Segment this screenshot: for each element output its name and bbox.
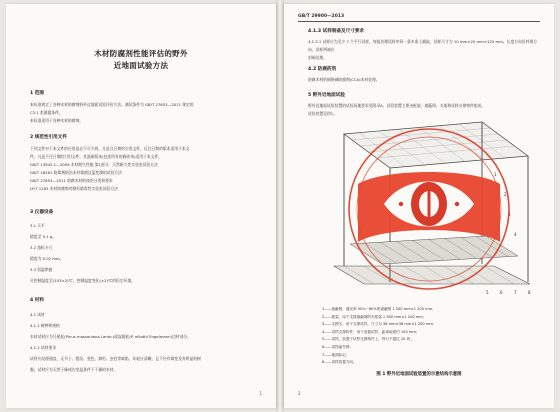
section-4-2-heading: 4.2 防腐药剂 [308,67,337,72]
book-gutter [276,0,284,412]
legend-item: 8——试样放置方向。 [322,360,357,365]
text-line: 试材应纹理通直，无节子、裂纹、变色、腐朽、虫蛀等缺陷，年轮应清晰，且不应有霉变及有明显的树 [30,356,201,361]
text-line: 封端处理。 [308,55,327,60]
section-4-1-3-heading: 4.1.3 试样制备及尺寸要求 [308,29,365,34]
text-line: GB/T 18261 防霉剂防治木材霉菌及蓝变菌的试验方法 [30,170,122,175]
text-line: 精度至 0.1 g。 [30,234,57,239]
text-line: 本标准规定了各种木材防腐剂野外近地面试验评价方法。测试条件为 GB/T 27653—2011 规定的 [30,102,194,107]
section-1-body [30,101,260,125]
text-line: 木材试材应为马尾松(Pinus massoniana Lamb.)或湿地松(P. elliottii Engelmann)边材部分。 [30,334,191,339]
text-line: 4.1.2 试材要求 [30,345,57,350]
header-rule [298,21,540,22]
text-line: 4.1 试材 [30,312,45,317]
right-page [284,4,554,408]
text-line: 3.3 恒温烘箱 [30,267,53,272]
section-1-heading: 1 范围 [30,91,44,96]
svg-text:1: 1 [494,172,497,177]
svg-text:2: 2 [504,192,507,197]
section-3-heading: 3 仪器设备 [30,210,54,215]
legend-item: 5——试样，放置于试样支撑构件上，每行不超过 20 块； [322,337,414,342]
text-line: 野外近地面试验装置的试验场地要求见附录A，试验装置主要由框架、遮蔽网、支架和试样支撑构件组成， [308,103,486,108]
text-line: C3.1 类暴露条件。 [30,110,63,115]
text-line: 脂。试材应为天然干燥或在室温条件下干燥的木材。 [30,367,118,372]
text-line: LY/T 1283 木材防腐剂对腐朽菌毒性实验室试验方法 [30,186,118,191]
text-line: 防腐木材的铜铬砷防腐剂(CCA)木材处理。 [308,77,380,82]
legend-item: 7——地面标记； [322,352,350,357]
section-4-1-3-body [308,38,538,62]
section-3-body [30,220,260,286]
standard-header: GB/T 29900—2013 [298,14,345,19]
section-2-heading: 2 规范性引用文件 [30,135,67,140]
section-4-heading: 4 材料 [30,298,44,303]
text-line: 下列文件对于本文件的应用是必不可少的。凡是注日期的引用文件，仅注日期的版本适用于本文 [30,146,190,151]
page-number: 1 [259,391,262,396]
section-4-body [30,309,260,375]
text-line: 精度为 0.02 mm。 [30,256,64,261]
text-line: 可控制温度至(103±2)℃，控制温度变化(±2)℃的恒定环境。 [30,278,136,283]
section-2-body [30,145,260,193]
red-seal-stamp [344,124,514,294]
legend-item: 2——框架，用于支撑遮蔽网的木框架 1 500 mm×1 200 mm； [322,314,427,319]
svg-text:5: 5 [486,290,489,295]
text-line: 试验装置见图1。 [308,111,337,116]
text-line: GB/T 13942.1—2009 木材耐久性能 第1部分：天然耐久性实验室试验方法 [30,162,158,167]
section-4-2-body [308,76,538,84]
text-line: 3.1 天平 [30,223,45,228]
legend-item: 3——支撑木，用于支撑试样，尺寸为 38 mm×38 mm×1 200 mm； [322,322,437,327]
svg-text:8: 8 [528,290,531,295]
text-line: 4.1.3.1 试样应为至少 7 个平行试样，每组处理试样中同一条木条上截取，试样尺寸为 10 mm×20 mm×125 mm。长度方向沿纤维方向，试样两端应 [308,39,538,52]
page-number: 2 [298,391,301,396]
figure-caption: 图 1 野外近地面试验装置的示意结构示意图 [376,372,462,377]
figure-legend [322,306,522,367]
legend-item: 4——试样支撑构件，用于放置试样，距离地面约 150 mm； [322,329,420,334]
legend-item: 1——遮蔽网，通光率 50%~80%的遮蔽网 1 500 mm×1 200 mm； [322,307,436,311]
doc-title-line1: 木材防腐剂性能评估的野外 [94,49,188,58]
text-line: 4.1.1 树种和规格 [30,323,60,328]
svg-text:4: 4 [514,232,517,237]
left-page [6,4,276,408]
svg-text:6: 6 [500,290,503,295]
text-line: GB/T 27653—2011 防腐木材的使用分类和要求 [30,178,113,183]
svg-text:7: 7 [514,290,517,295]
section-5-heading: 5 野外近地面试验 [308,93,345,98]
text-line: 件。凡是不注日期的引用文件，其最新版本(包括所有的修改单)适用于本文件。 [30,154,163,159]
legend-item: 6——试样编号牌； [322,344,354,349]
text-line: 本标准适用于各种木材防腐剂。 [30,118,84,123]
doc-title-line2: 近地面试验方法 [113,61,169,70]
text-line: 3.2 游标卡尺 [30,245,53,250]
svg-text:3: 3 [508,212,511,217]
